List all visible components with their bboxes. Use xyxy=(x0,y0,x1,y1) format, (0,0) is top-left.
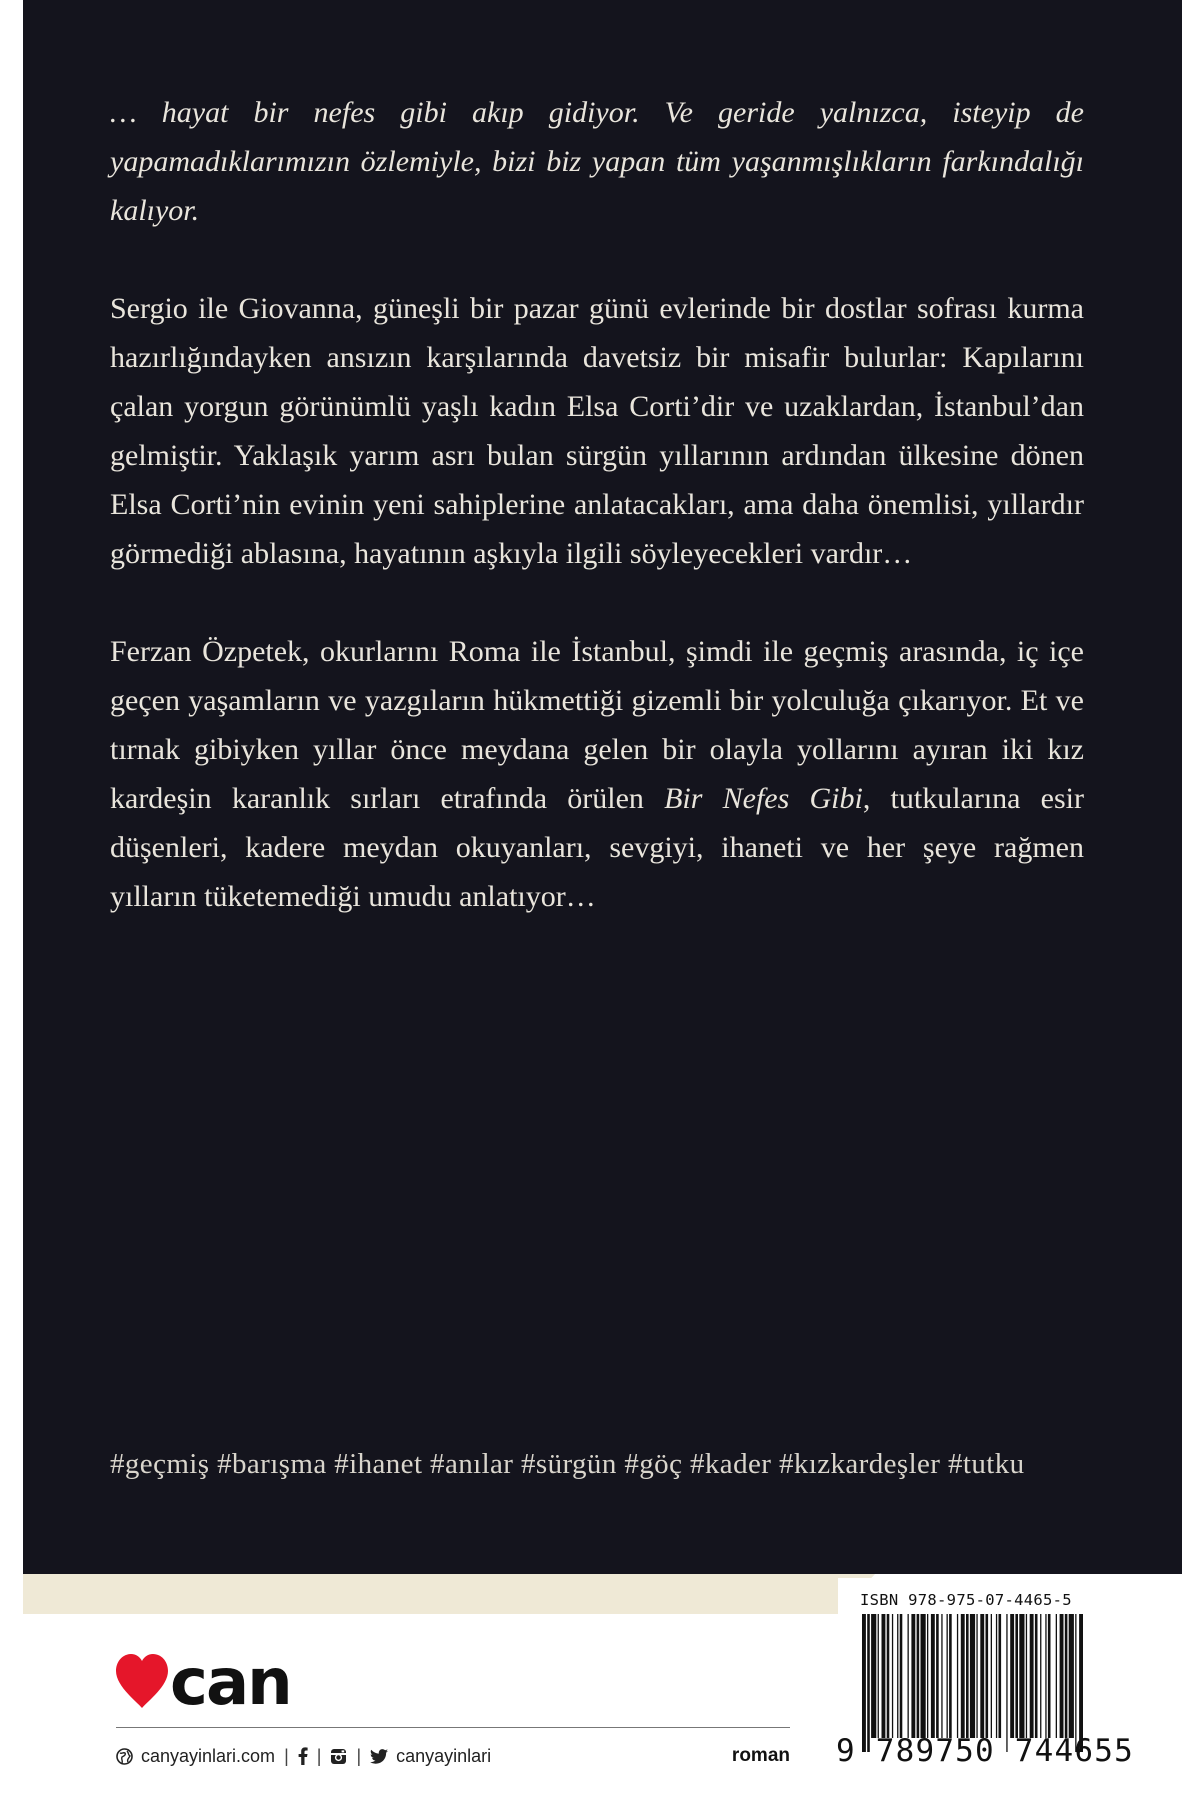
blurb-paragraph-1: Sergio ile Giovanna, güneşli bir pazar günü evlerinde bir dostlar sofrası kurma hazırlığındayken ansızın karşılarında davetsiz bir misafir bulurlar: Kapılarını çalan yorgun görünümlü yaşlı kadın Elsa Corti’dir ve uzaklardan, İstanbul’dan gelmiştir. Yaklaşık yarım asrı bulan sürgün yıllarının ardından ülkesine dönen Elsa Corti’nin evinin yeni sahiplerine anlatacakları, ama daha önemlisi, yıllardır görmediği ablasına, hayatının aşkıyla ilgili söyleyecekleri vardır… xyxy=(110,292,1084,570)
blurb-column xyxy=(110,88,1084,970)
isbn-label: ISBN 978-975-07-4465-5 xyxy=(860,1591,1072,1609)
separator: | xyxy=(356,1745,362,1766)
barcode-digits: 9 789750 744655 xyxy=(836,1733,1134,1769)
facebook-icon[interactable] xyxy=(298,1747,308,1765)
instagram-icon[interactable] xyxy=(330,1748,347,1765)
website-link[interactable]: canyayinlari.com xyxy=(141,1745,276,1766)
footer-divider xyxy=(116,1727,790,1728)
barcode-icon xyxy=(860,1614,1083,1752)
genre-label: roman xyxy=(731,1745,790,1766)
logo-wordmark: can xyxy=(170,1652,291,1710)
heart-icon xyxy=(116,1654,168,1708)
blurb-paragraph-2-end: , tutkularına esir düşenleri, kadere meydan okuyanları, sevgiyi, ihaneti ve her şeye rağmen yılların tüketemediği umudu anlatıyor… xyxy=(110,782,1084,913)
blurb-paragraph-2-start: Ferzan Özpetek, okurlarını Roma ile İstanbul, şimdi ile geçmiş arasında, iç içe geçen yaşamların ve yazgıların hükmettiği gizemli bir yolculuğa çıkarıyor. Et ve tırnak gibiyken yıllar önce meydana gelen bir olayla yollarını ayıran iki kız kardeşin karanlık sırları etrafında örülen xyxy=(110,635,1084,815)
social-handle[interactable]: canyayinlari xyxy=(396,1745,492,1766)
intro-quote: … hayat bir nefes gibi akıp gidiyor. Ve geride yalnızca, isteyip de yapamadıklarımızın özlemiyle, bizi biz yapan tüm yaşanmışlıkların farkındalığı kalıyor. xyxy=(110,96,1084,227)
book-title: Bir Nefes Gibi xyxy=(664,782,863,815)
publisher-footer xyxy=(116,1741,790,1771)
separator: | xyxy=(284,1745,289,1766)
twitter-icon[interactable] xyxy=(370,1749,388,1764)
globe-icon xyxy=(116,1748,133,1765)
hashtags: #geçmiş #barışma #ihanet #anılar #sürgün #göç #kader #kızkardeşler #tutku xyxy=(110,1448,1025,1480)
can-logo xyxy=(116,1652,316,1710)
blurb-paragraph-2 xyxy=(110,627,1084,921)
separator: | xyxy=(316,1745,322,1766)
